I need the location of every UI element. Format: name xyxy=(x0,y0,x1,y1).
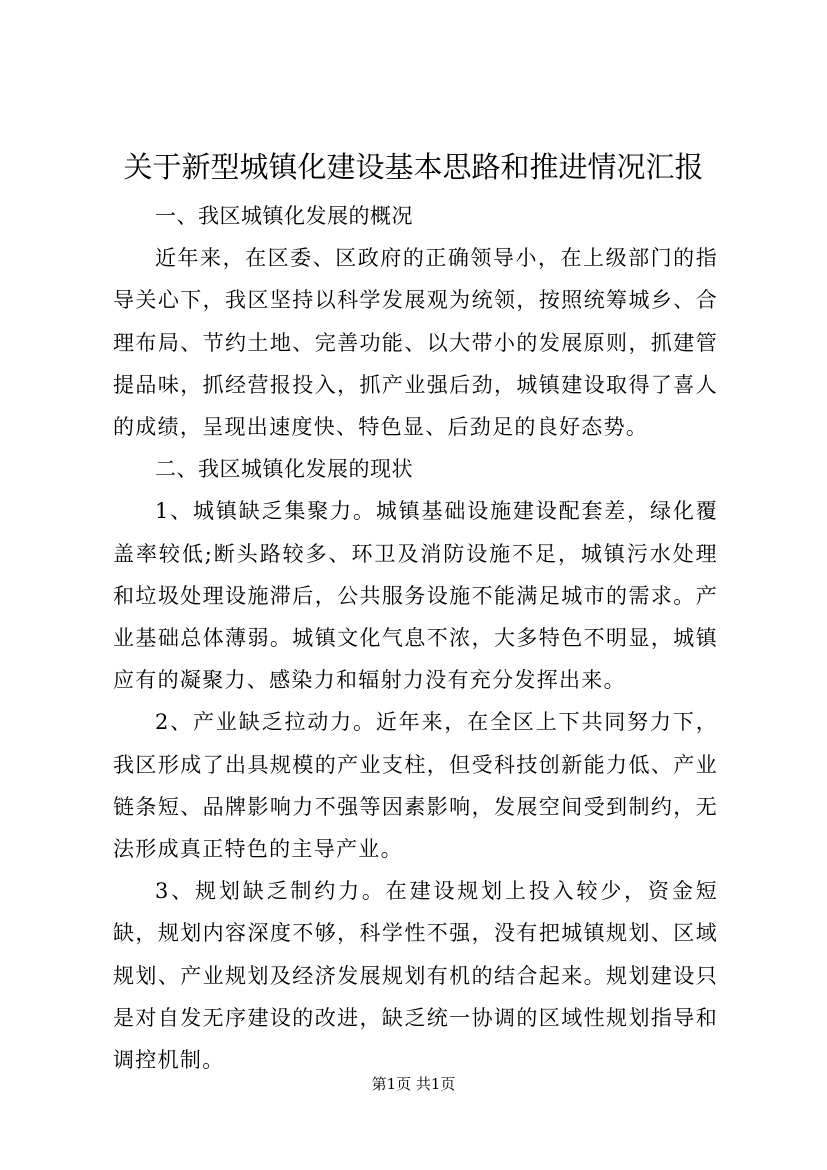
paragraph: 2、产业缺乏拉动力。近年来，在全区上下共同努力下，我区形成了出具规模的产业支柱，但受科技创新能力低、产业链条短、品牌影响力不强等因素影响，发展空间受到制约，无法形成真正特色的主导产业。 xyxy=(113,710,718,862)
document-body xyxy=(113,195,718,1081)
document-title: 关于新型城镇化建设基本思路和推进情况汇报 xyxy=(123,150,704,184)
page-footer: 第1页 共1页 xyxy=(371,1075,456,1093)
section-heading: 二、我区城镇化发展的现状 xyxy=(155,457,413,482)
paragraph: 近年来，在区委、区政府的正确领导小，在上级部门的指导关心下，我区坚持以科学发展观为统领，按照统筹城乡、合理布局、节约土地、完善功能、以大带小的发展原则，抓建管提品味，抓经营报投入，抓产业强后劲，城镇建设取得了喜人的成绩，呈现出速度快、特色显、后劲足的良好态势。 xyxy=(113,246,718,440)
section-heading: 一、我区城镇化发展的概况 xyxy=(155,204,413,228)
paragraph: 1、城镇缺乏集聚力。城镇基础设施建设配套差，绿化覆盖率较低;断头路较多、环卫及消防设施不足，城镇污水处理和垃圾处理设施滞后，公共服务设施不能满足城市的需求。产业基础总体薄弱。城镇文化气息不浓，大多特色不明显，城镇应有的凝聚力、感染力和辐射力没有充分发挥出来。 xyxy=(113,499,718,693)
paragraph: 3、规划缺乏制约力。在建设规划上投入较少，资金短缺，规划内容深度不够，科学性不强，没有把城镇规划、区域规划、产业规划及经济发展规划有机的结合起来。规划建设只是对自发无序建设的改进，缺乏统一协调的区域性规划指导和调控机制。 xyxy=(113,879,718,1073)
